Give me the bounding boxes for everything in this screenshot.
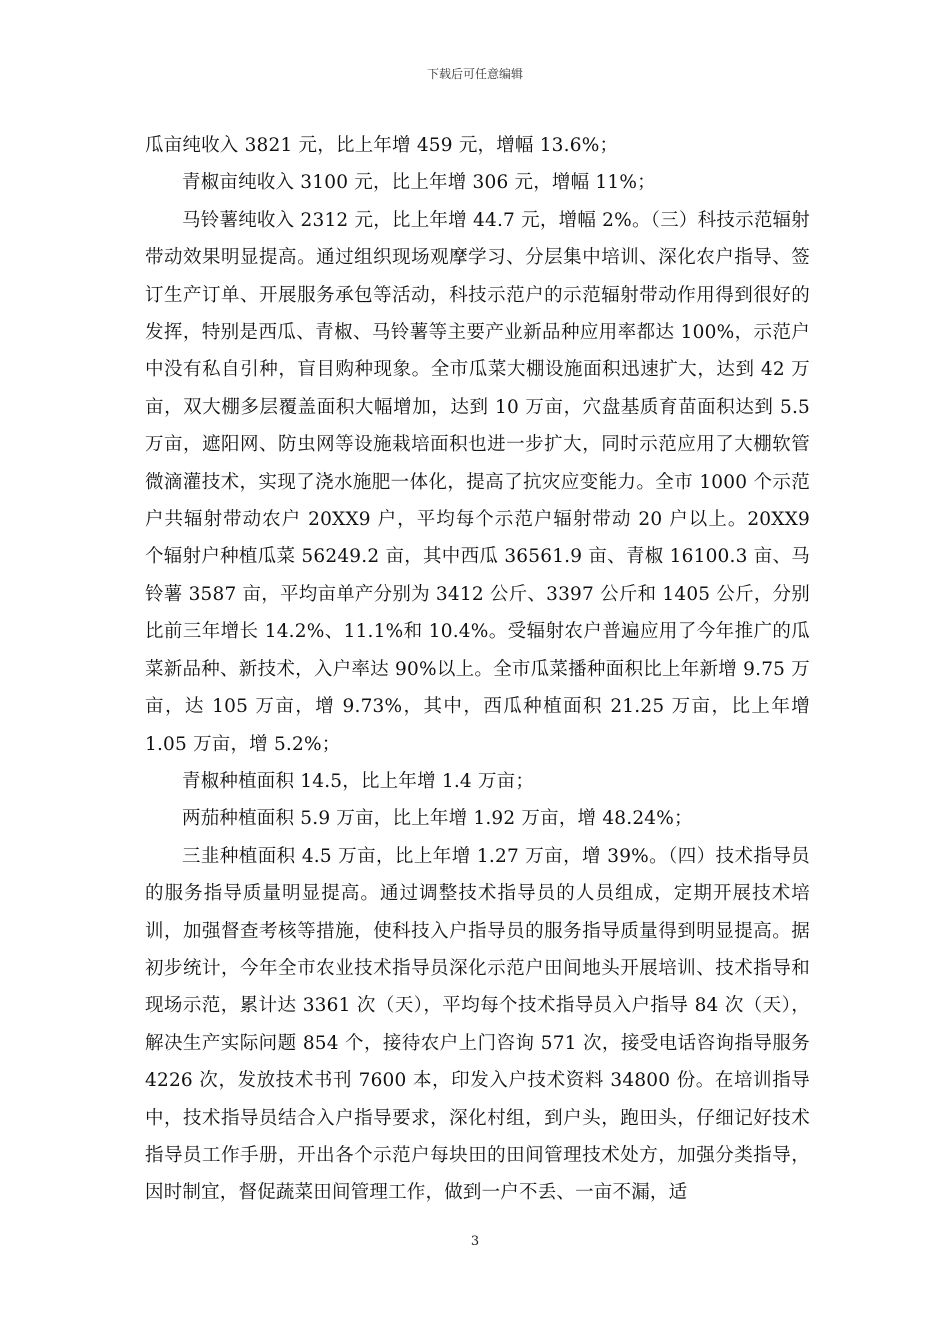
paragraph-3: 马铃薯纯收入 2312 元，比上年增 44.7 元，增幅 2%。（三）科技示范辐射带动效果明显提高。通过组织现场观摩学习、分层集中培训、深化农户指导、签订生产订单、开展服务承包等活动，科技示范户的示范辐射带动作用得到很好的发挥，特别是西瓜、青椒、马铃薯等主要产业新品种应用率都达 100%，示范户中没有私自引种，盲目购种现象。全市瓜菜大棚设施面积迅速扩大，达到 42 万亩，双大棚多层覆盖面积大幅增加，达到 10 万亩，穴盘基质育苗面积达到 5.5 万亩，遮阳网、防虫网等设施栽培面积也进一步扩大，同时示范应用了大棚软管微滴灌技术，实现了浇水施肥一体化，提高了抗灾应变能力。全市 1000 个示范户共辐射带动农户 20XX9 户，平均每个示范户辐射带动 20 户以上。20XX9 个辐射户种植瓜菜 56249.2 亩，其中西瓜 36561.9 亩、青椒 16100.3 亩、马铃薯 3587 亩，平均亩单产分别为 3412 公斤、3397 公斤和 1405 公斤，分别比前三年增长 14.2%、11.1%和 10.4%。受辐射农户普遍应用了今年推广的瓜菜新品种、新技术，入户率达 90%以上。全市瓜菜播种面积比上年新增 9.75 万亩，达 105 万亩，增 9.73%，其中，西瓜种植面积 21.25 万亩，比上年增 1.05 万亩，增 5.2%； — [145, 209, 810, 755]
document-body — [145, 127, 810, 1212]
paragraph-4: 青椒种植面积 14.5，比上年增 1.4 万亩； — [182, 770, 535, 792]
page-number: 3 — [470, 1234, 480, 1249]
paragraph-2: 青椒亩纯收入 3100 元，比上年增 306 元，增幅 11%； — [182, 172, 656, 194]
page-header: 下载后可任意编辑 — [426, 67, 523, 81]
paragraph-6: 三韭种植面积 4.5 万亩，比上年增 1.27 万亩，增 39%。（四）技术指导员的服务指导质量明显提高。通过调整技术指导员的人员组成，定期开展技术培训，加强督查考核等措施，使科技入户指导员的服务指导质量得到明显提高。据初步统计，今年全市农业技术指导员深化示范户田间地头开展培训、技术指导和现场示范，累计达 3361 次（天），平均每个技术指导员入户指导 84 次（天），解决生产实际问题 854 个，接待农户上门咨询 571 次，接受电话咨询指导服务 4226 次，发放技术书刊 7600 本，印发入户技术资料 34800 份。在培训指导中，技术指导员结合入户指导要求，深化村组，到户头，跑田头，仔细记好技术指导员工作手册，开出各个示范户每块田的田间管理技术处方，加强分类指导，因时制宜，督促蔬菜田间管理工作，做到一户不丢、一亩不漏，适 — [145, 845, 810, 1204]
paragraph-1: 瓜亩纯收入 3821 元，比上年增 459 元，增幅 13.6%； — [145, 135, 619, 156]
paragraph-5: 两茄种植面积 5.9 万亩，比上年增 1.92 万亩，增 48.24%； — [182, 808, 693, 830]
